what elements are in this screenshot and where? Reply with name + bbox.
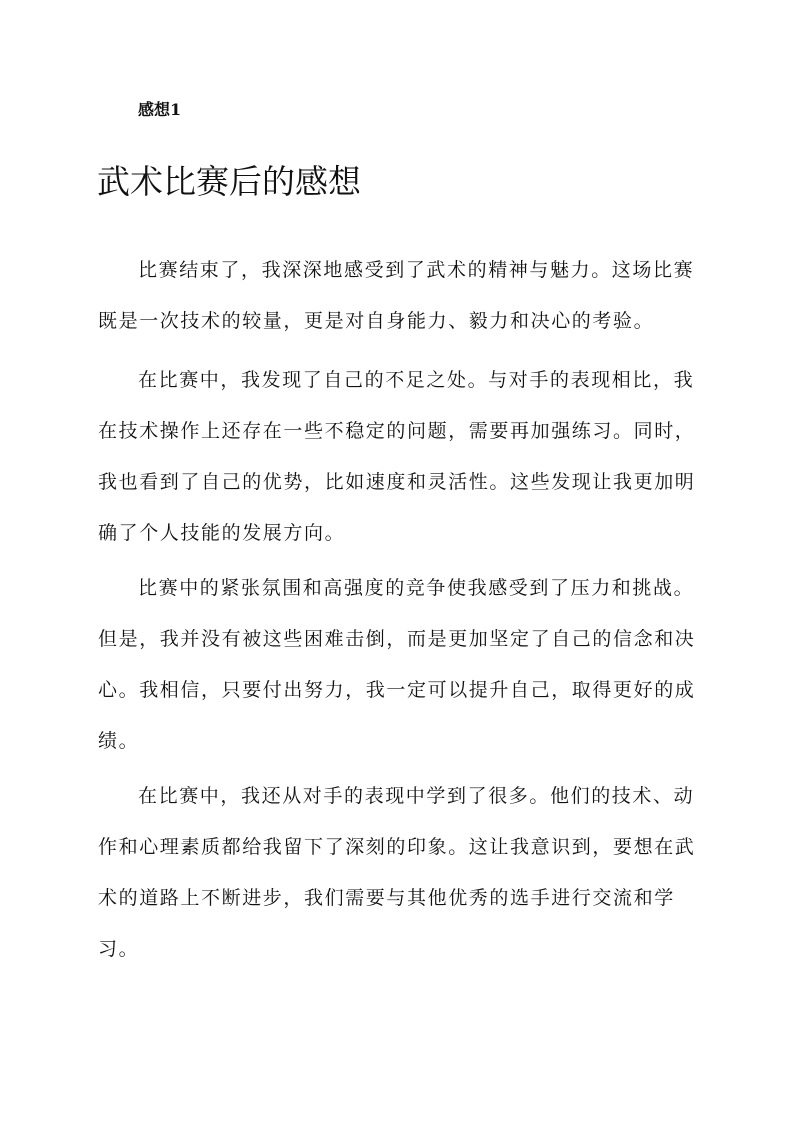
paragraph-4: 在比赛中，我还从对手的表现中学到了很多。他们的技术、动作和心理素质都给我留下了深刻的印象。这让我意识到，要想在武术的道路上不断进步，我们需要与其他优秀的选手进行交流和学习。	[98, 785, 696, 960]
paragraph-1: 比赛结束了，我深深地感受到了武术的精神与魅力。这场比赛既是一次技术的较量，更是对自身能力、毅力和决心的考验。	[98, 259, 695, 332]
paragraph-3: 比赛中的紧张氛围和高强度的竞争使我感受到了压力和挑战。但是，我并没有被这些困难击倒，而是更加坚定了自己的信念和决心。我相信，只要付出努力，我一定可以提升自己，取得更好的成绩。	[98, 577, 696, 752]
paragraph-2: 在比赛中，我发现了自己的不足之处。与对手的表现相比，我在技术操作上还存在一些不稳定的问题，需要再加强练习。同时，我也看到了自己的优势，比如速度和灵活性。这些发现让我更加明确了个人技能的发展方向。	[98, 369, 696, 544]
document-title: 武术比赛后的感想	[97, 162, 361, 201]
section-label: 感想1	[138, 100, 182, 119]
